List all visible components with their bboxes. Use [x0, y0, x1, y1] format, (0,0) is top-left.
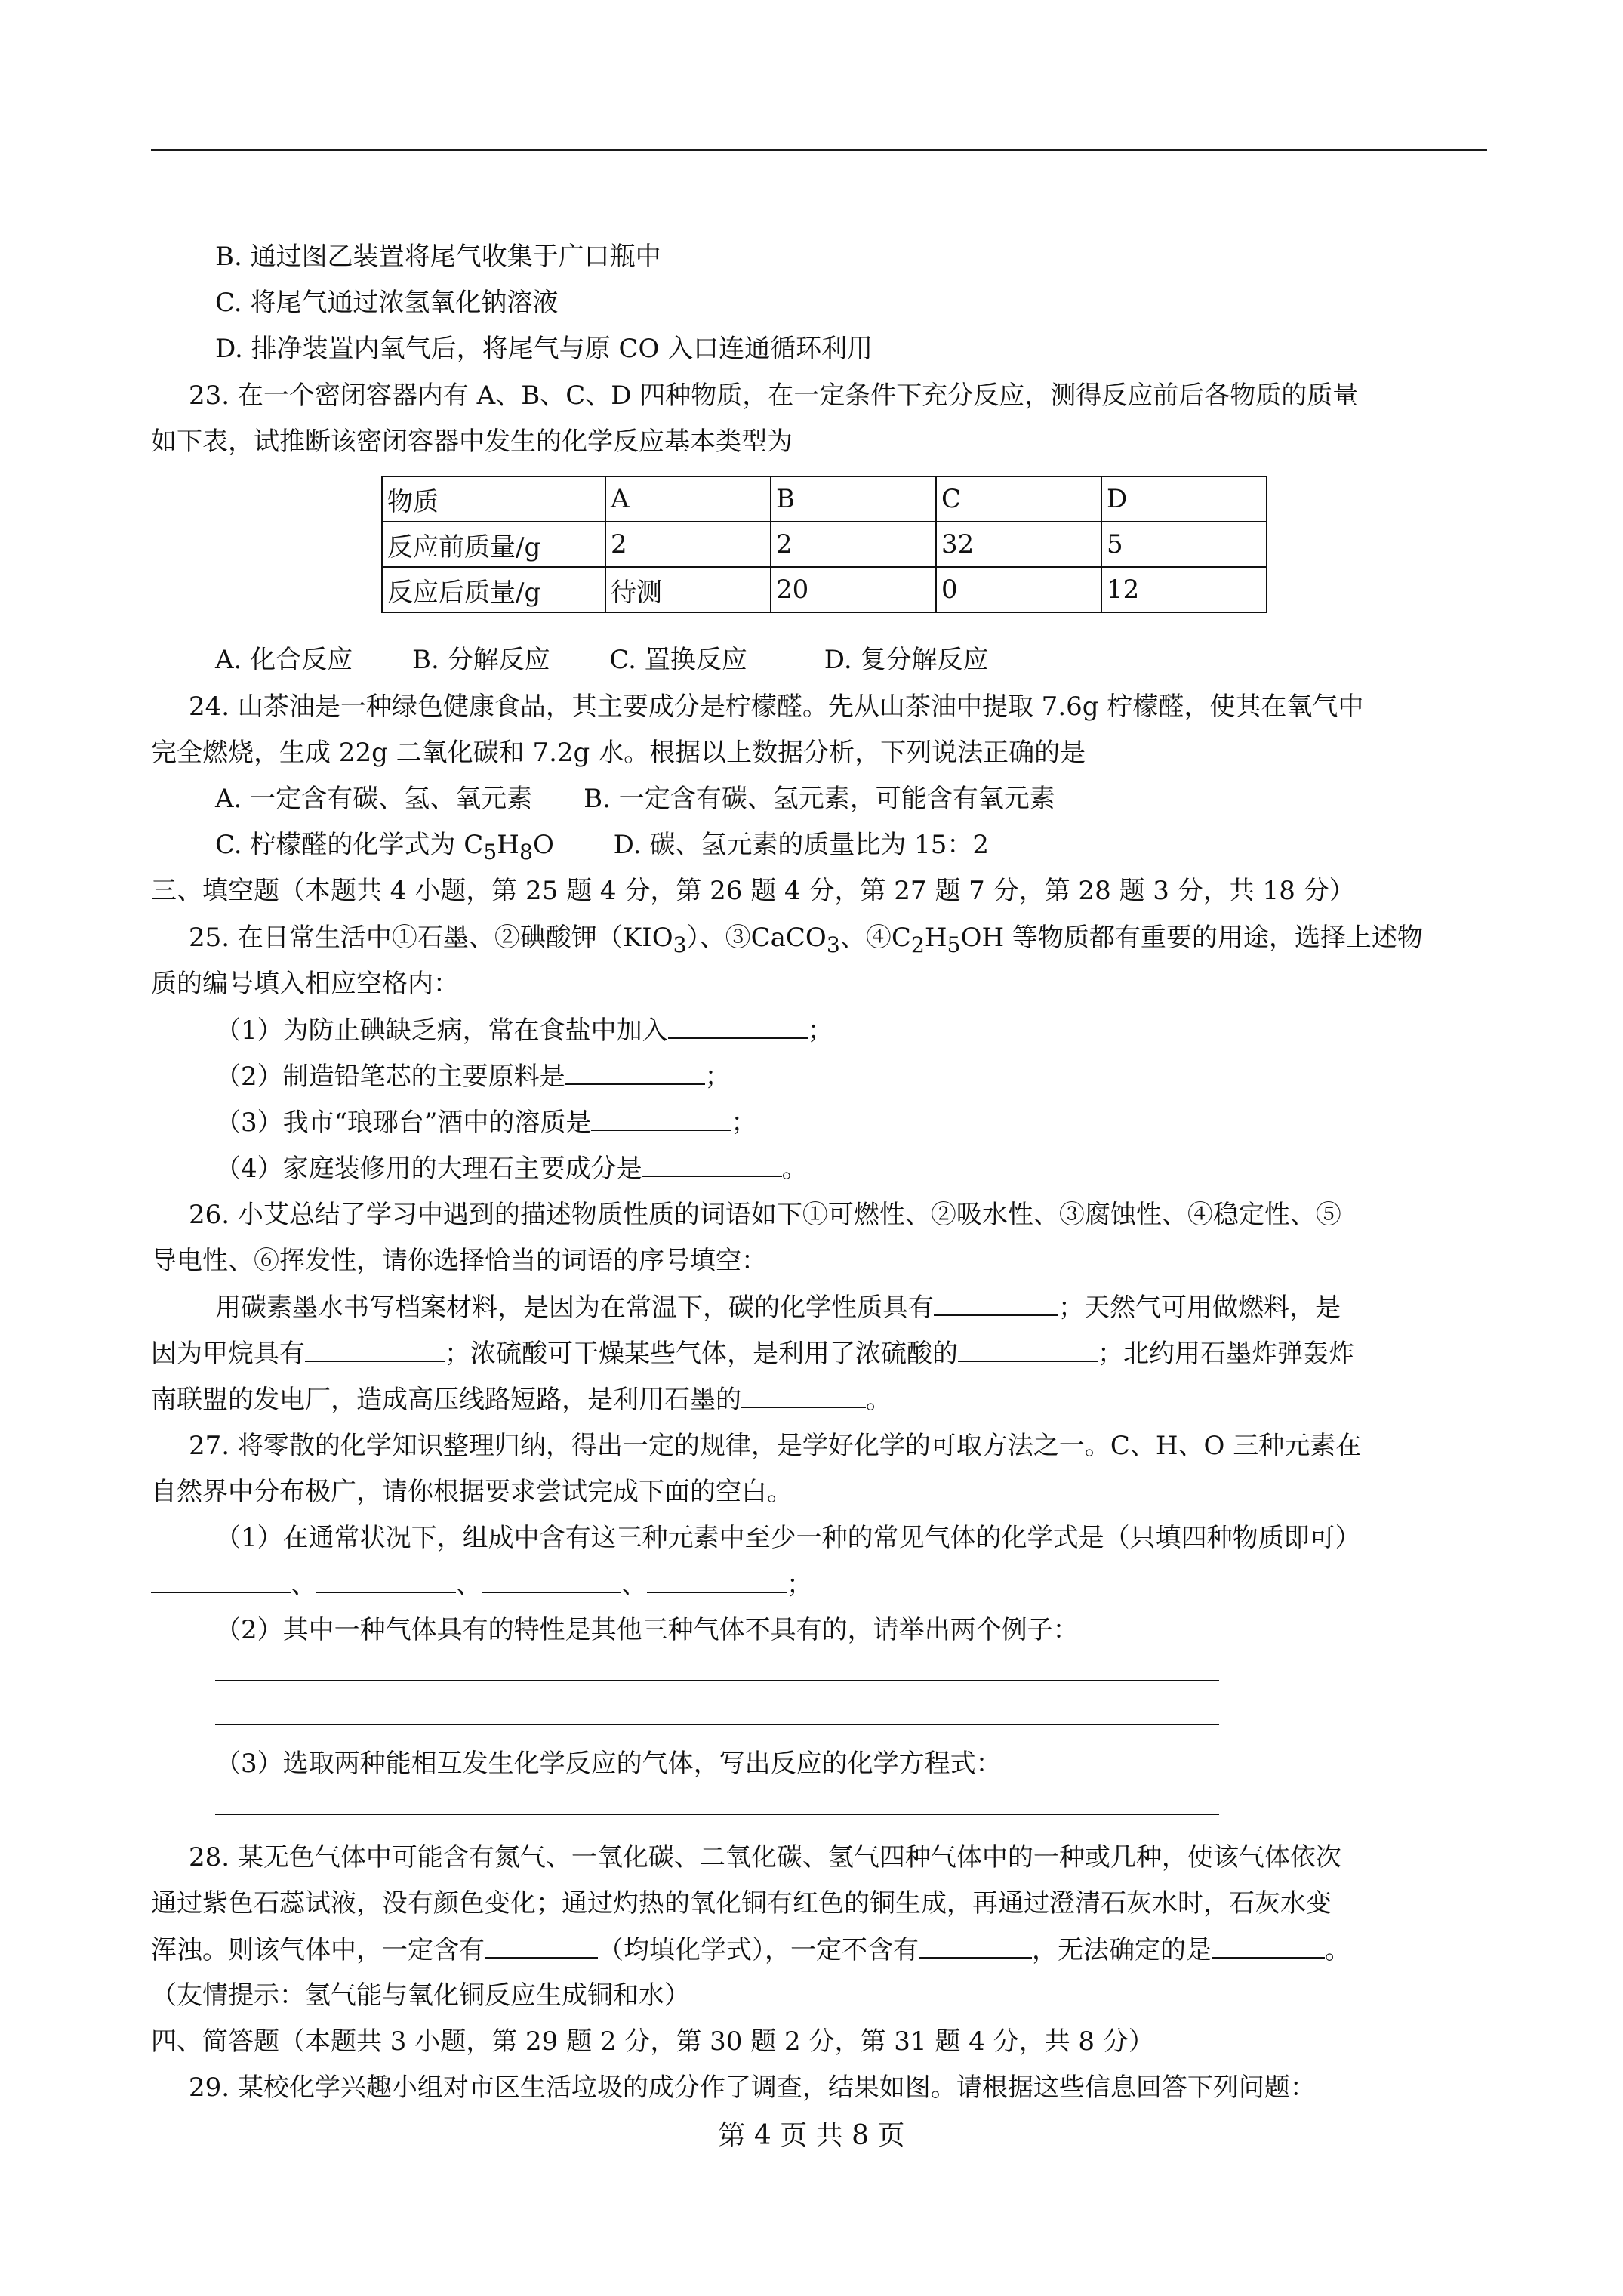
q24-options-ab: A. 一定含有碳、氢、氧元素 B. 一定含有碳、氢元素，可能含有氧元素: [215, 784, 1055, 814]
q28-text-2: （均填化学式），一定不含有: [598, 1935, 919, 1965]
period: 。: [781, 1154, 808, 1184]
q24-options-cd: [215, 827, 989, 871]
q25-text-1: 25. 在日常生活中①石墨、②碘酸钾（KIO: [189, 923, 673, 953]
answer-blank[interactable]: [958, 1335, 1098, 1362]
table-cell: 待测: [605, 567, 771, 612]
page-number: 第 4 页 共 8 页: [718, 2120, 905, 2151]
section-3-heading: 三、填空题（本题共 4 小题，第 25 题 4 分，第 26 题 4 分，第 27 题 7 分，第 28 题 3 分，共 18 分）: [151, 876, 1355, 906]
q27-item-1-blanks: [151, 1566, 812, 1603]
q25-text-4: H: [924, 923, 947, 953]
section-4-heading: 四、简答题（本题共 3 小题，第 29 题 2 分，第 30 题 2 分，第 31 题 4 分，共 8 分）: [151, 2026, 1154, 2057]
q28-hint: （友情提示：氢气能与氧化铜反应生成铜和水）: [151, 1980, 690, 2011]
table-cell: A: [605, 476, 771, 522]
table-cell: 反应后质量/g: [382, 567, 605, 612]
table-row: [382, 567, 1267, 612]
answer-blank[interactable]: [482, 1566, 621, 1593]
q25-item-4: [215, 1150, 808, 1187]
table-cell: 2: [605, 522, 771, 567]
answer-blank[interactable]: [565, 1058, 705, 1085]
table-cell: 0: [936, 567, 1101, 612]
table-cell: 5: [1101, 522, 1267, 567]
table-cell: 反应前质量/g: [382, 522, 605, 567]
answer-blank[interactable]: [591, 1104, 731, 1131]
q24-stem-line2: 完全燃烧，生成 22g 二氧化碳和 7.2g 水。根据以上数据分析，下列说法正确的是: [151, 738, 1086, 768]
q28-text-3: ，无法确定的是: [1032, 1935, 1212, 1965]
q23-options: A. 化合反应 B. 分解反应 C. 置换反应 D. 复分解反应: [215, 645, 989, 675]
q28-stem-line2: 通过紫色石蕊试液，没有颜色变化；通过灼热的氧化铜有红色的铜生成，再通过澄清石灰水时，石灰水变: [151, 1888, 1332, 1918]
semicolon: ；: [704, 1062, 731, 1092]
q22-option-d: D. 排净装置内氧气后，将尾气与原 CO 入口连通循环利用: [215, 334, 873, 364]
table-cell: 32: [936, 522, 1101, 567]
q26-text-4: ；浓硫酸可干燥某些气体，是利用了浓硫酸的: [445, 1339, 958, 1369]
q26-line5: [151, 1381, 892, 1418]
period: 。: [1325, 1935, 1350, 1965]
q26-stem-line2: 导电性、⑥挥发性，请你选择恰当的词语的序号填空：: [151, 1246, 767, 1276]
q23-stem-line2: 如下表，试推断该密闭容器中发生的化学反应基本类型为: [151, 427, 793, 457]
q26-text-1: 用碳素墨水书写档案材料，是因为在常温下，碳的化学性质具有: [215, 1293, 934, 1323]
comma: 、: [621, 1570, 647, 1600]
q26-stem-line1: 26. 小艾总结了学习中遇到的描述物质性质的词语如下①可燃性、②吸水性、③腐蚀性、④稳定性、⑤: [189, 1200, 1341, 1230]
q23-stem-line1: 23. 在一个密闭容器内有 A、B、C、D 四种物质，在一定条件下充分反应，测得反应前后各物质的质量: [189, 381, 1359, 411]
q25-text-5: OH 等物质都有重要的用途，选择上述物: [960, 923, 1423, 953]
q27-item-2: （2）其中一种气体具有的特性是其他三种气体不具有的，请举出两个例子：: [215, 1615, 1079, 1645]
table-cell: C: [936, 476, 1101, 522]
table-cell: 2: [771, 522, 936, 567]
q25-item-3: [215, 1104, 756, 1141]
table-row: [382, 476, 1267, 522]
q25-text-3: 、④C: [839, 923, 911, 953]
q29-stem: 29. 某校化学兴趣小组对市区生活垃圾的成分作了调查，结果如图。请根据这些信息回答下列问题：: [189, 2073, 1316, 2103]
q24-cd-text-3: O D. 碳、氢元素的质量比为 15：2: [532, 830, 990, 860]
q22-option-b: B. 通过图乙装置将尾气收集于广口瓶中: [215, 242, 661, 272]
table-cell: D: [1101, 476, 1267, 522]
table-cell: B: [771, 476, 936, 522]
subscript: 5: [947, 932, 961, 957]
answer-blank[interactable]: [919, 1931, 1032, 1959]
period: 。: [866, 1385, 892, 1415]
q24-cd-text-1: C. 柠檬醛的化学式为 C: [215, 830, 484, 860]
q26-line3: [215, 1289, 1341, 1326]
subscript: 3: [826, 932, 840, 957]
q25-stem-line1: [189, 920, 1423, 963]
answer-line[interactable]: [215, 1814, 1219, 1815]
q26-text-2: ；天然气可用做燃料，是: [1058, 1293, 1341, 1323]
q25-item-1: [215, 1012, 833, 1049]
q27-item-3: （3）选取两种能相互发生化学反应的气体，写出反应的化学方程式：: [215, 1749, 1002, 1779]
q27-stem-line2: 自然界中分布极广，请你根据要求尝试完成下面的空白。: [151, 1477, 793, 1507]
semicolon: ；: [807, 1015, 833, 1046]
subscript: 3: [673, 932, 687, 957]
q28-stem-line3: [151, 1931, 1350, 1968]
mass-table: [381, 476, 1267, 613]
answer-blank[interactable]: [668, 1012, 808, 1039]
q22-option-c: C. 将尾气通过浓氢氧化钠溶液: [215, 288, 559, 318]
q25-item-2-text: （2）制造铅笔芯的主要原料是: [215, 1062, 565, 1092]
semicolon: ；: [731, 1108, 757, 1138]
header-rule: [151, 149, 1487, 151]
q26-line4: [151, 1335, 1354, 1372]
q27-stem-line1: 27. 将零散的化学知识整理归纳，得出一定的规律，是学好化学的可取方法之一。C、H、O 三种元素在: [189, 1431, 1362, 1461]
semicolon: ；: [787, 1570, 812, 1600]
q26-text-5: ；北约用石墨炸弹轰炸: [1098, 1339, 1354, 1369]
q28-stem-line1: 28. 某无色气体中可能含有氮气、一氧化碳、二氧化碳、氢气四种气体中的一种或几种，使该气体依次: [189, 1842, 1341, 1872]
q27-item-1: （1）在通常状况下，组成中含有这三种元素中至少一种的常见气体的化学式是（只填四种物质即可）: [215, 1523, 1361, 1553]
table-row: [382, 522, 1267, 567]
q25-item-1-text: （1）为防止碘缺乏病，常在食盐中加入: [215, 1015, 668, 1046]
answer-blank[interactable]: [151, 1566, 291, 1593]
q25-item-4-text: （4）家庭装修用的大理石主要成分是: [215, 1154, 642, 1184]
answer-blank[interactable]: [647, 1566, 787, 1593]
table-cell: 20: [771, 567, 936, 612]
answer-line[interactable]: [215, 1680, 1219, 1681]
q25-item-3-text: （3）我市“琅琊台”酒中的溶质是: [215, 1108, 592, 1138]
answer-blank[interactable]: [485, 1931, 598, 1959]
q25-stem-line2: 质的编号填入相应空格内：: [151, 969, 459, 999]
q26-text-3: 因为甲烷具有: [151, 1339, 305, 1369]
subscript: 5: [483, 839, 497, 864]
table-cell: 12: [1101, 567, 1267, 612]
comma: 、: [456, 1570, 482, 1600]
q25-item-2: [215, 1058, 731, 1095]
subscript: 2: [910, 932, 925, 957]
q25-text-2: ）、③CaCO: [686, 923, 827, 953]
answer-blank[interactable]: [1212, 1931, 1325, 1959]
answer-blank[interactable]: [741, 1381, 866, 1408]
q24-stem-line1: 24. 山茶油是一种绿色健康食品，其主要成分是柠檬醛。先从山茶油中提取 7.6g 柠檬醛，使其在氧气中: [189, 692, 1364, 722]
q26-text-6: 南联盟的发电厂，造成高压线路短路，是利用石墨的: [151, 1385, 741, 1415]
answer-line[interactable]: [215, 1724, 1219, 1725]
answer-blank[interactable]: [642, 1150, 782, 1177]
answer-blank[interactable]: [316, 1566, 456, 1593]
answer-blank[interactable]: [305, 1335, 445, 1362]
table-cell: 物质: [382, 476, 605, 522]
q28-text-1: 浑浊。则该气体中，一定含有: [151, 1935, 485, 1965]
comma: 、: [291, 1570, 316, 1600]
subscript: 8: [519, 839, 533, 864]
q24-cd-text-2: H: [497, 830, 519, 860]
answer-blank[interactable]: [934, 1289, 1058, 1316]
